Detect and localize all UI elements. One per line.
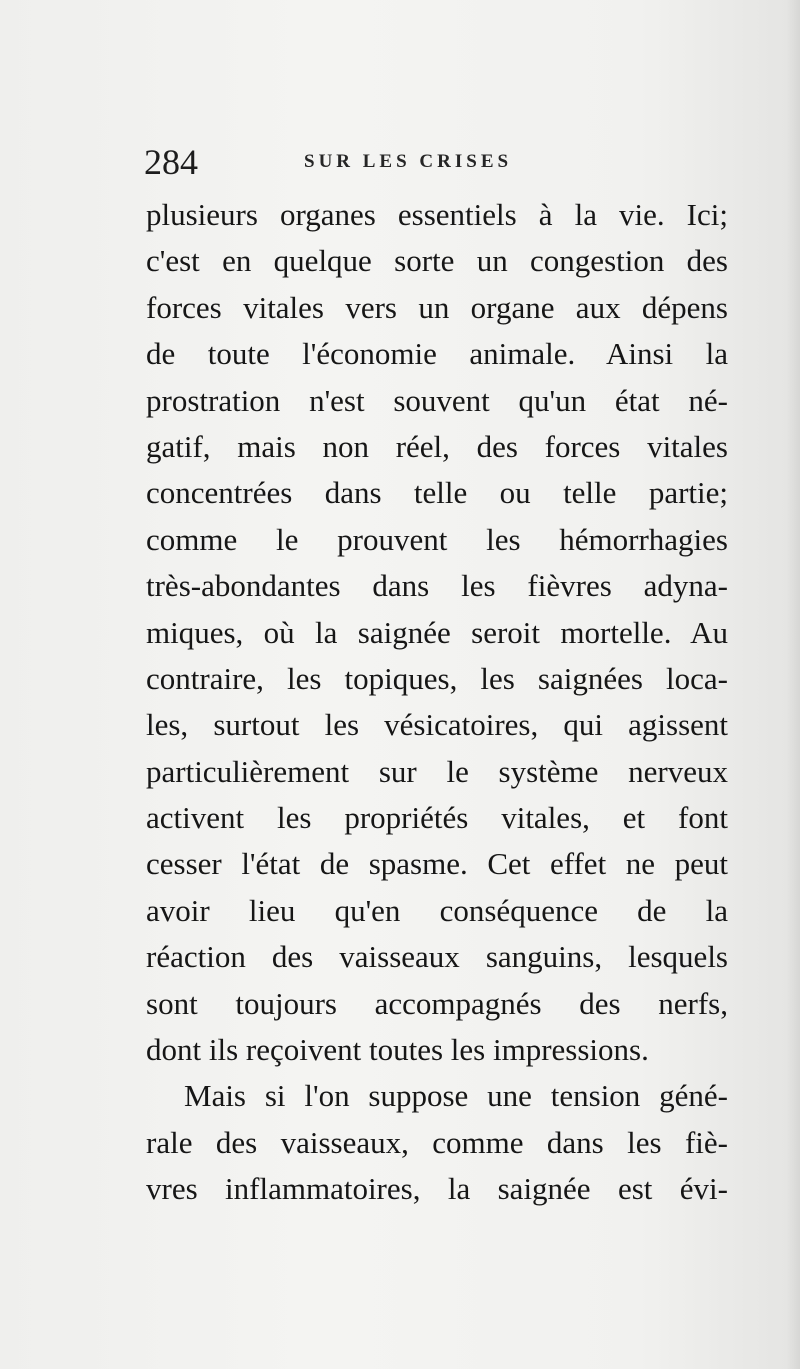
text-line: miques, où la saignée seroit mortelle. Au (146, 614, 728, 650)
page-header (144, 140, 744, 184)
text-line: sont toujours accompagnés des nerfs, (146, 985, 728, 1021)
text-line: comme le prouvent les hémorrhagies (146, 521, 728, 557)
text-line: forces vitales vers un organe aux dépens (146, 289, 728, 325)
text-line: concentrées dans telle ou telle partie; (146, 475, 728, 511)
text-line: contraire, les topiques, les saignées loca- (146, 660, 728, 696)
text-line: rale des vaisseaux, comme dans les fiè- (146, 1124, 728, 1160)
text-line: avoir lieu qu'en conséquence de la (146, 892, 728, 928)
text-line: de toute l'économie animale. Ainsi la (146, 336, 728, 372)
text-line: particulièrement sur le système nerveux (146, 753, 728, 789)
text-line: activent les propriétés vitales, et font (146, 800, 728, 836)
text-line: plusieurs organes essentiels à la vie. Ici; (146, 197, 728, 232)
paragraph (146, 1073, 728, 1212)
running-head: SUR LES CRISES (304, 151, 513, 172)
text-line: très-abondantes dans les fièvres adyna- (146, 568, 728, 604)
page-number: 284 (144, 142, 198, 182)
text-line: réaction des vaisseaux sanguins, lesquels (146, 939, 728, 975)
text-line: les, surtout les vésicatoires, qui agissent (146, 707, 728, 743)
text-line: prostration n'est souvent qu'un état né- (146, 382, 728, 418)
text-line: dont ils reçoivent toutes les impressions. (146, 1032, 649, 1068)
page-edge-shadow (786, 0, 800, 1369)
body-text (146, 192, 728, 1213)
text-line: vres inflammatoires, la saignée est évi- (146, 1171, 728, 1207)
paragraph (146, 192, 728, 1073)
text-line: gatif, mais non réel, des forces vitales (146, 428, 728, 464)
text-line: c'est en quelque sorte un congestion des (146, 243, 728, 279)
text-line: cesser l'état de spasme. Cet effet ne peut (146, 846, 728, 882)
text-line: Mais si l'on suppose une tension géné- (184, 1078, 728, 1114)
